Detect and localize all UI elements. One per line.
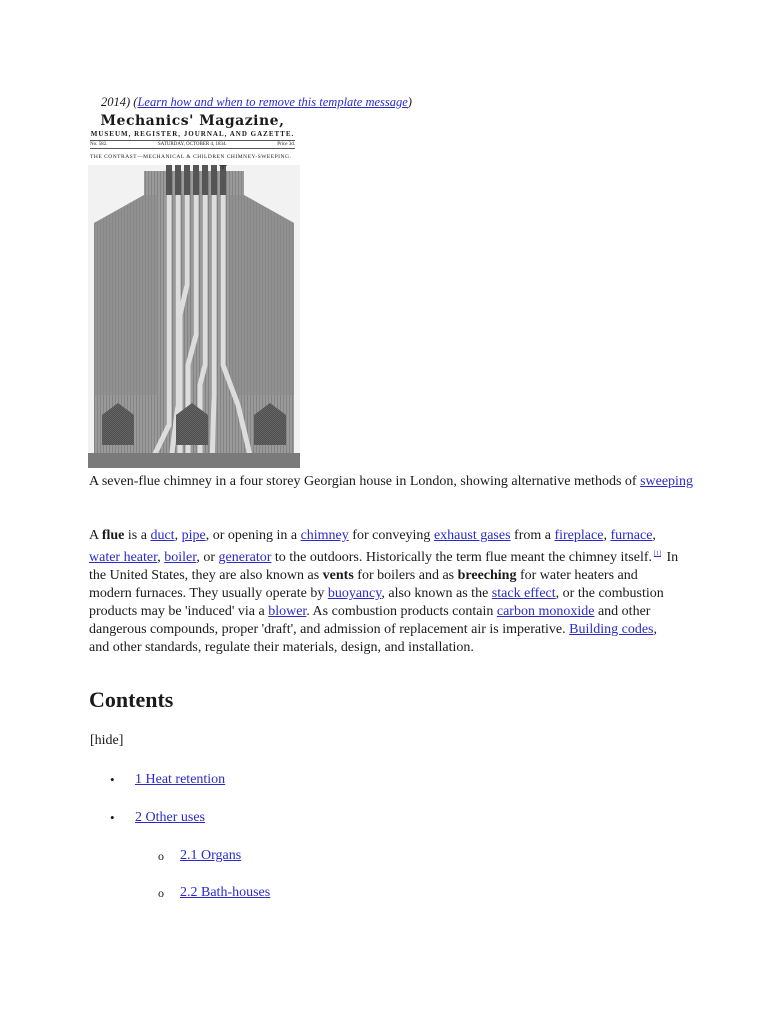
text-run: A: [89, 528, 102, 543]
term-breeching: breeching: [457, 568, 517, 583]
issue-price: Price 3d.: [277, 142, 295, 147]
link-stack-effect[interactable]: stack effect: [491, 586, 556, 601]
link-blower[interactable]: blower: [268, 604, 307, 619]
contents-heading: Contents: [89, 687, 174, 712]
text-run: In the United States, they are also known as: [89, 550, 679, 583]
text-run: for water heaters and modern furnaces. They usually operate by: [89, 568, 638, 601]
template-notice: [101, 95, 412, 110]
citation-ref-1[interactable]: [1]: [654, 551, 661, 557]
text-run: and other dangerous compounds, proper 'draft', and admission of replacement air is imperative.: [89, 604, 651, 637]
toc-link-bath-houses[interactable]: 2.2 Bath-houses: [180, 885, 271, 900]
link-duct[interactable]: duct: [150, 528, 175, 543]
sweeping-link[interactable]: sweeping: [640, 474, 693, 489]
text-run: is a: [124, 528, 151, 543]
masthead-meta: [90, 142, 295, 147]
text-run: ,: [157, 550, 165, 565]
link-chimney[interactable]: chimney: [300, 528, 349, 543]
text-run: ,: [603, 528, 611, 543]
notice-prefix: 2014) (: [101, 95, 138, 109]
toc-item: [158, 847, 242, 865]
link-water-heater[interactable]: water heater: [89, 550, 158, 565]
figure-caption: [89, 473, 699, 491]
text-run: . As combustion products contain: [306, 604, 497, 619]
contents-hide-toggle[interactable]: [hide]: [90, 733, 124, 748]
text-run: , also known as the: [381, 586, 492, 601]
link-boiler[interactable]: boiler: [164, 550, 197, 565]
text-run: , and other standards, regulate their materials, design, and installation.: [89, 622, 658, 655]
notice-suffix: ): [407, 95, 412, 109]
issue-date: SATURDAY, OCTOBER 4, 1834.: [157, 142, 227, 147]
text-run: from a: [510, 528, 555, 543]
text-run: ,: [652, 528, 656, 543]
magazine-masthead: [90, 113, 295, 160]
masthead-subtitle: MUSEUM, REGISTER, JOURNAL, AND GAZETTE.: [90, 130, 295, 138]
text-run: to the outdoors. Historically the term flue meant the chimney itself.: [271, 550, 652, 565]
toc-item: [110, 771, 226, 789]
toc-link-organs[interactable]: 2.1 Organs: [180, 848, 242, 863]
text-run: , or opening in a: [205, 528, 301, 543]
link-exhaust-gases[interactable]: exhaust gases: [433, 528, 511, 543]
text-run: , or the combustion products may be 'induced' via a: [89, 586, 664, 619]
link-building-codes[interactable]: Building codes: [569, 622, 654, 637]
text-run: for boilers and as: [353, 568, 458, 583]
issue-number: No. 582.: [90, 142, 108, 147]
toc-link-heat-retention[interactable]: 1 Heat retention: [135, 772, 226, 787]
term-vents: vents: [322, 568, 354, 583]
circle-bullet-icon: o: [158, 849, 164, 863]
chimney-figure[interactable]: [88, 113, 300, 468]
masthead-title: Mechanics' Magazine,: [100, 113, 285, 129]
article-paragraph: [89, 527, 679, 657]
link-buoyancy[interactable]: buoyancy: [327, 586, 382, 601]
term-flue: flue: [101, 528, 125, 543]
masthead-rule: [90, 140, 295, 141]
toc-link-other-uses[interactable]: 2 Other uses: [135, 810, 205, 825]
text-run: ,: [174, 528, 182, 543]
toc-item: [110, 809, 205, 827]
bullet-icon: •: [110, 772, 115, 787]
circle-bullet-icon: o: [158, 886, 164, 900]
engraving-caption: THE CONTRAST—MECHANICAL & CHILDREN CHIMNEY-SWEEPING.: [90, 154, 292, 160]
link-fireplace[interactable]: fireplace: [554, 528, 604, 543]
text-run: , or: [196, 550, 219, 565]
bullet-icon: •: [110, 810, 115, 825]
toc-item: [158, 884, 271, 902]
link-carbon-monoxide[interactable]: carbon monoxide: [496, 604, 595, 619]
link-generator[interactable]: generator: [218, 550, 272, 565]
link-furnace[interactable]: furnace: [610, 528, 653, 543]
masthead-meta-rule: [90, 148, 295, 149]
caption-text: A seven-flue chimney in a four storey Georgian house in London, showing alternative methods of: [89, 474, 641, 489]
link-pipe[interactable]: pipe: [181, 528, 206, 543]
text-run: for conveying: [348, 528, 434, 543]
remove-template-link[interactable]: Learn how and when to remove this template message: [137, 95, 408, 109]
chimney-engraving: [88, 165, 300, 468]
